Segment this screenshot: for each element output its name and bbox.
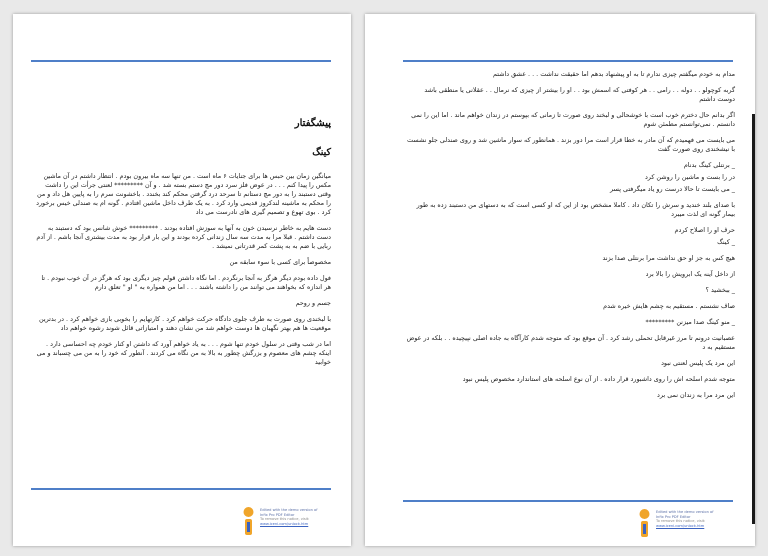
header-rule bbox=[403, 60, 733, 62]
paragraph: هیچ کس به جز او حق نداشت مرا برنتلی صدا بزند bbox=[602, 254, 735, 262]
paragraph: عصبانیت درونم تا مرز غیرقابل تحملی رشد کرد . آن موقع بود که متوجه شدم کارآگاه به جاده اصلی نپیچیده . . بلکه در عوض مستقیم به د bbox=[406, 334, 735, 351]
paragraph: با صدای بلند خندید و سرش را تکان داد . کاملا مشخص بود از این که او کسی است که به دستهای من دستبند زده به طور بیمار گونه ای لذت میبرد bbox=[416, 201, 735, 218]
chapter-heading: کینگ bbox=[312, 147, 331, 158]
paragraph: _ برنتلی کینگ بدنام bbox=[683, 161, 735, 169]
document-page-left bbox=[13, 14, 351, 546]
paragraph: _ منو کینگ صدا میزنن ********* bbox=[645, 318, 735, 326]
paragraph: حرف او را اصلاح کردم bbox=[674, 226, 735, 234]
watermark-line-2: Infix Pro PDF Editor bbox=[656, 514, 691, 519]
section-heading: پیشگفتار bbox=[294, 118, 331, 129]
paragraph: مخصوصاً برای کسی با سوء سابقه من bbox=[229, 258, 331, 266]
paragraph: در را بست و ماشین را روشن کرد bbox=[644, 173, 735, 181]
paragraph: مدام به خودم میگفتم چیزی ندارم تا به او پیشنهاد بدهم اما حقیقت نداشت . . . عشق داشتم bbox=[492, 70, 735, 78]
watermark-line-2: Infix Pro PDF Editor bbox=[260, 512, 295, 517]
paragraph: گربه کوچولو . . دوله . . رامی . . هر کوفتی که اسمش بود . . او را بیشتر از چیزی که نرمال . . عقلانی یا منطقی باشد دوست داشتم bbox=[424, 86, 735, 103]
paragraph: _ ببخشید ؟ bbox=[705, 286, 735, 294]
paragraph: فول داده بودم دیگر هرگز به آنجا برنگردم . اما نگاه داشتن قولم چیز دیگری بود که هرگز در آن خوب نبودم . تا هر اندازه که بخواهند می توانند من را داشته باشند . . . اما من همواره به " او " تعلق دارم bbox=[41, 274, 331, 291]
page-text-right bbox=[405, 70, 735, 407]
paragraph: _ کینگ bbox=[717, 238, 735, 246]
footer-rule bbox=[403, 500, 733, 502]
paragraph: جسم و روحم bbox=[295, 299, 331, 307]
paragraph: با لبخندی روی صورت به طرف جلوی دادگاه حرکت خواهم کرد . کارتهایم را بخوبی بازی خواهم کرد . در بدترین موقعیت ها هم بهتر نگهبان ها دوست خواهم شد من نشان دهند و امتیازاتی قائل شوند رشوه خواهم داد bbox=[38, 315, 331, 332]
watermark-stamp bbox=[241, 504, 351, 538]
watermark-line-3: To remove this notice, visit: bbox=[260, 517, 310, 521]
paragraph: اگر بدانم حال دخترم خوب است با خوشحالی و لبخند روی صورت تا زمانی که بپوستم در زندان خواهم ماند . اما این را نمی دانستم . نمی‌توانستم مطمئن شوم bbox=[411, 111, 735, 128]
paragraph: دست هایم به خاطر نرسیدن خون به آنها به سوزش افتاده بودند . ********* خوش شانس بود که دستبند به دست داشتم . قبلا مرا به مدت سه سال زندانی کرده بودند و این بار قرار بود به مدت بیشتری آنجا باشم . از آدم ربایی با ضم به به پشت کمر قدرتانی نمیشد . bbox=[36, 224, 331, 250]
page-edge-bar bbox=[752, 114, 755, 524]
infix-logo-icon bbox=[637, 508, 652, 538]
footer-rule bbox=[31, 488, 331, 490]
paragraph: از داخل آینه یک ابرویش را بالا برد bbox=[645, 270, 735, 278]
infix-logo-icon bbox=[241, 506, 256, 536]
paragraph: می بایست می فهمیدم که آن مادر به خطا قرار است مرا دور بزند . همانطور که سوار ماشین شد و روی صندلی جلو نشست با نیشخندی روی صورت گفت bbox=[406, 136, 735, 153]
watermark-link[interactable]: www.iceni.com/unlock.htm bbox=[656, 523, 705, 528]
document-page-right bbox=[365, 14, 755, 546]
page-text-left bbox=[35, 118, 331, 374]
paragraph: متوجه شدم اسلحه اش را روی داشبورد قرار داده . از آن نوع اسلحه های استاندارد مخصوص پلیس نبود bbox=[462, 375, 735, 383]
paragraph: میانگین زمان بین حبس ها برای جنایات ۶ ماه است . من تنها سه ماه بیرون بودم . انتظار داشتم در آن ماشین مکس را پیدا کنم . . . در عوض فلز سرد دور مچ دستم بسته شد . و آن ********* لعنتی جرأت این را داشت وقتی دستبند را به دور مچ دستانم تا سرحد درد گرفتن محکم کند بخندد . باخشونت سرم را به پایین هل داد و من را محکم به ماشینه لندکروز قدیمی وارد کرد . به یک طرف داخل ماشین افتادم . گونه ام به صندلی خیس برخورد کرد . بوی تهوع و تصمیم گیری های نادرست می داد bbox=[36, 172, 331, 216]
watermark-line-1: Edited with the demo version of bbox=[260, 508, 318, 512]
watermark-stamp bbox=[637, 506, 747, 540]
paragraph: اما در شب وقتی در سلول خودم تنها شوم . . . به یاد خواهم آورد که داشتن او کنار خودم چه احساسی دارد . اینکه چشم های معصوم و بزرگش چطور به بالا به من نگاه می کردند . آنطور که خود را به من می چسباند و می خوابید bbox=[36, 340, 331, 366]
watermark-line-3: To remove this notice, visit: bbox=[656, 519, 706, 523]
paragraph: این مرد یک پلیس لعنتی نبود bbox=[661, 359, 735, 367]
header-rule bbox=[31, 60, 331, 62]
paragraph: صاف نشستم . مستقیم به چشم هایش خیره شدم bbox=[603, 302, 735, 310]
watermark-link[interactable]: www.iceni.com/unlock.htm bbox=[260, 521, 309, 526]
paragraph: _ می بایست تا حالا درست رو یاد میگرفتی پسر bbox=[609, 185, 735, 193]
watermark-line-1: Edited with the demo version of bbox=[656, 510, 714, 514]
paragraph: این مرد مرا به زندان نمی برد bbox=[657, 391, 735, 399]
